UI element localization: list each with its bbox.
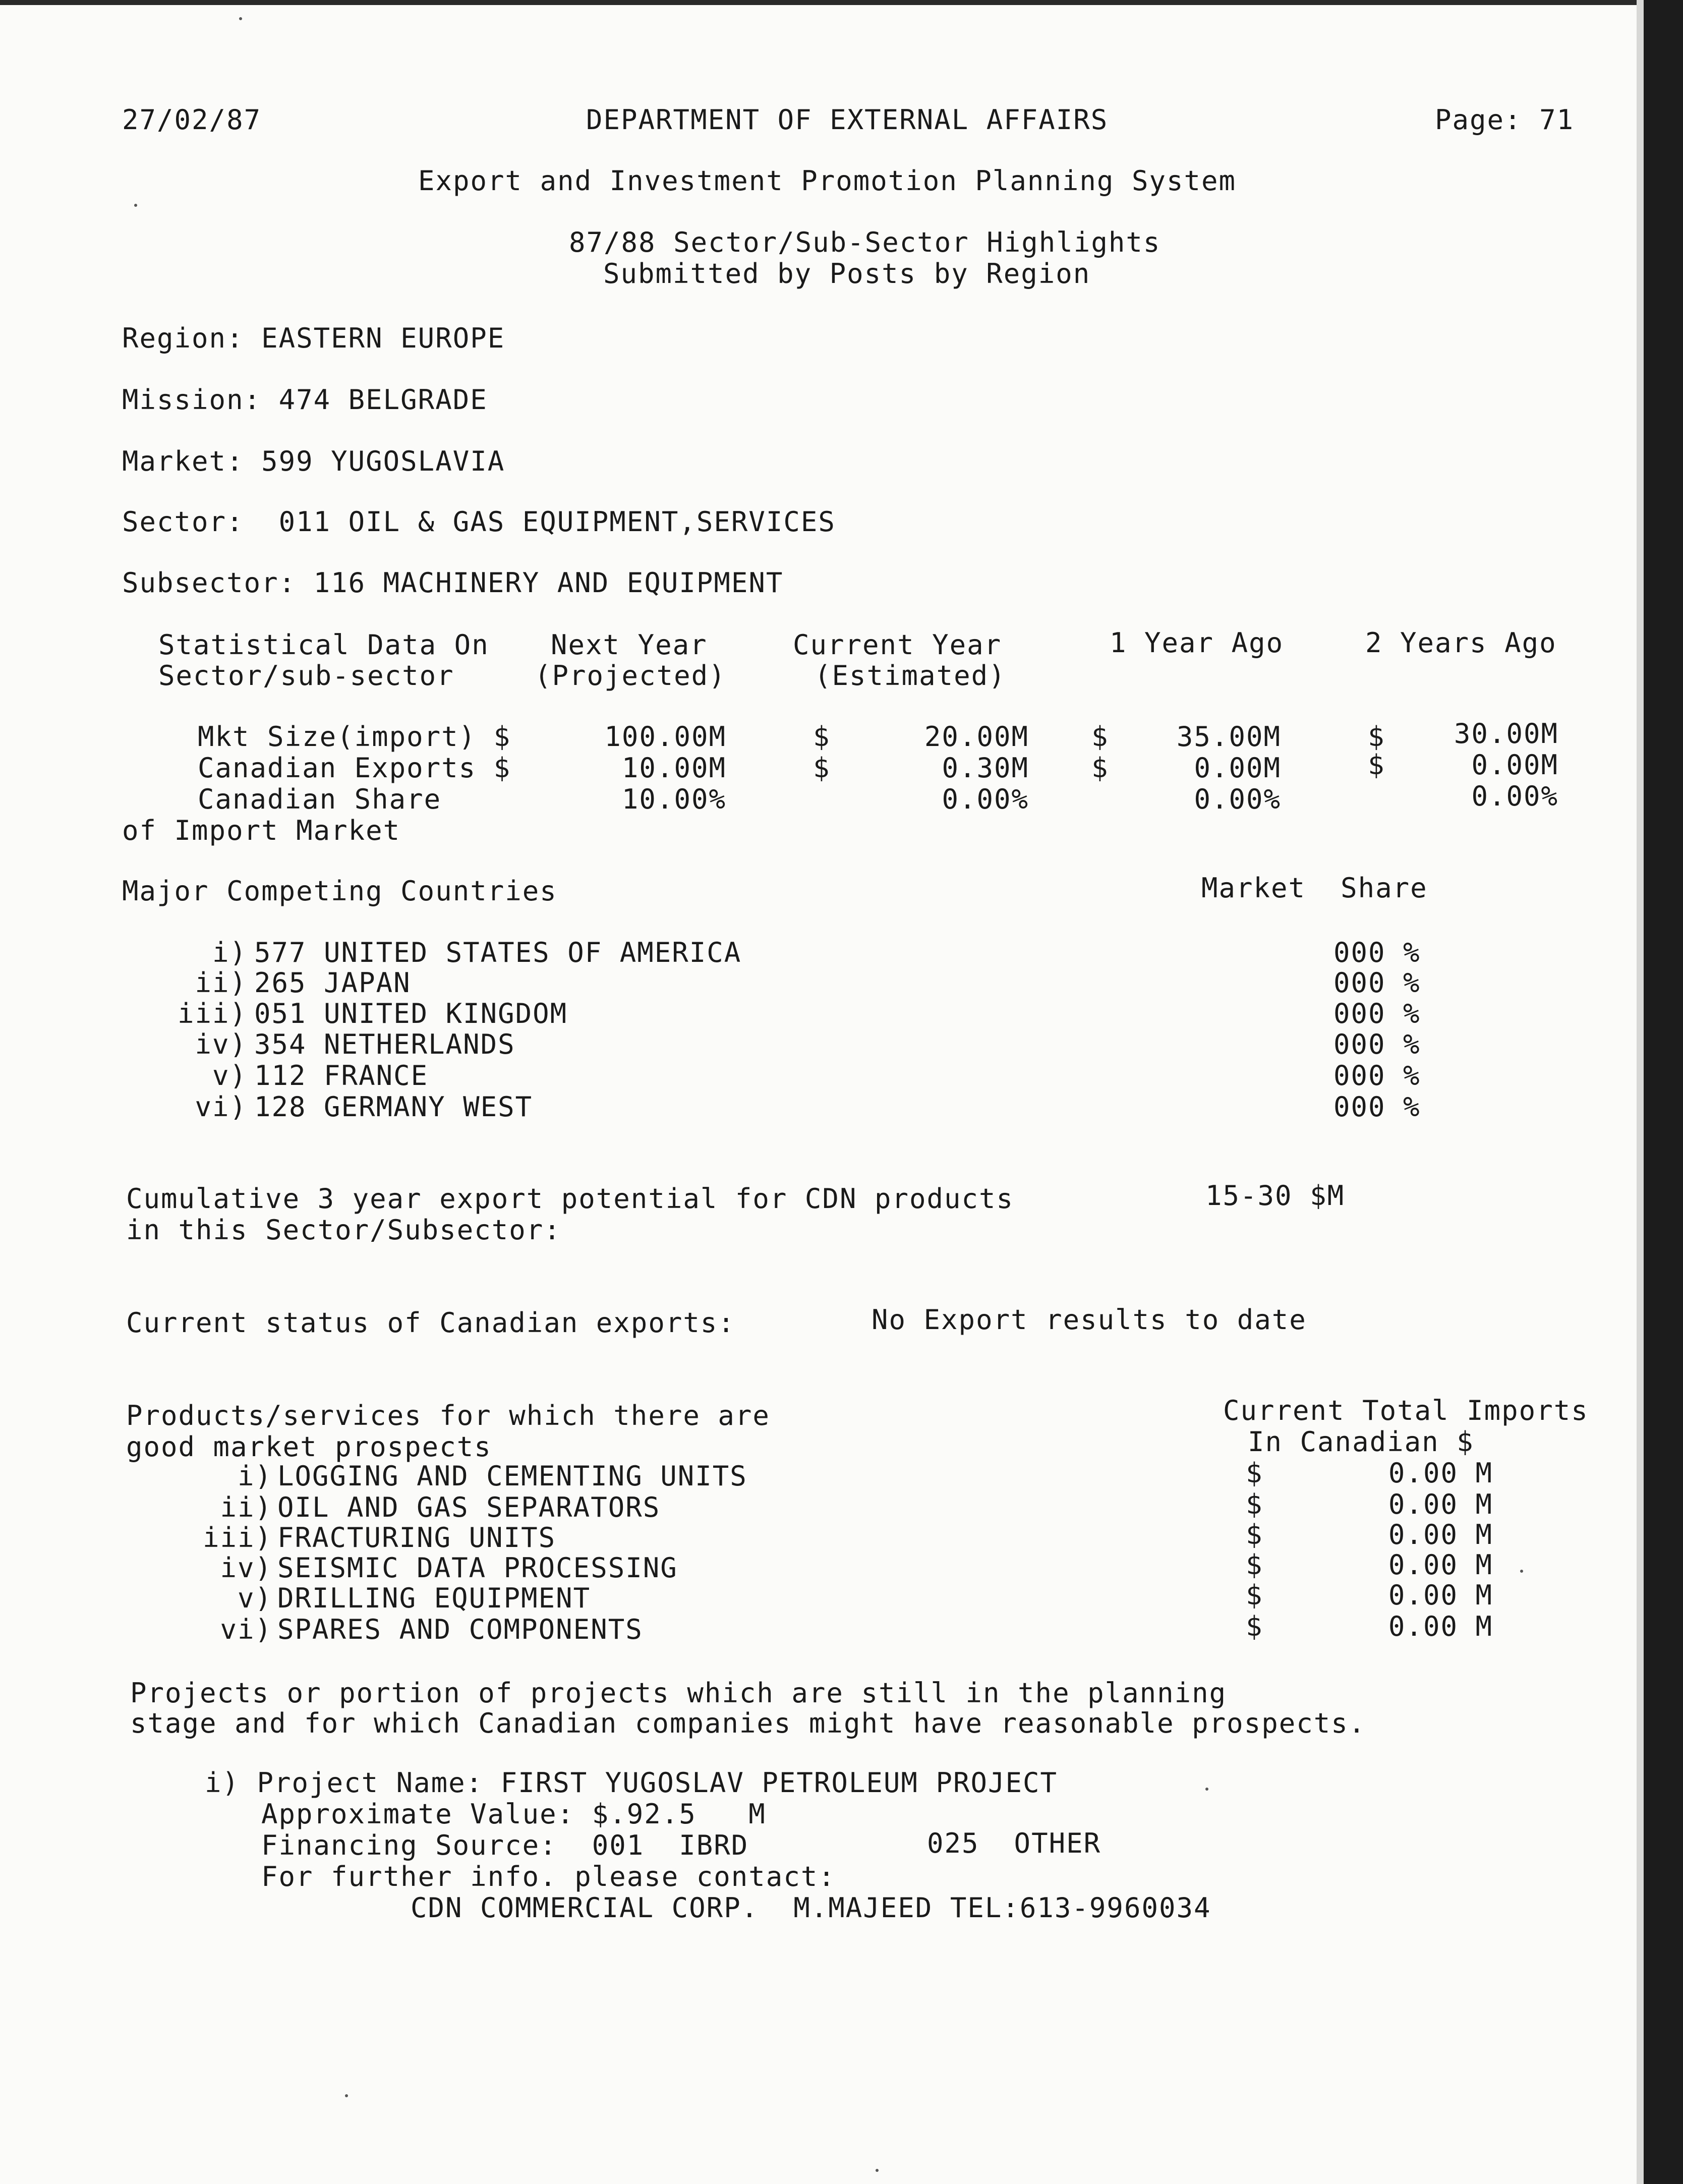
competitor-share: 000 %: [1333, 1060, 1421, 1091]
stat-two-year-value: 30.00M: [1454, 718, 1558, 750]
list-item-number: iii): [202, 1522, 272, 1554]
product-import-value: 0.00 M: [1388, 1457, 1493, 1489]
list-item-number: vi): [220, 1614, 272, 1645]
competitor-country: 354 NETHERLANDS: [254, 1028, 515, 1060]
stat-currency: $: [1368, 721, 1385, 753]
sector-line: Sector: 011 OIL & GAS EQUIPMENT,SERVICES: [122, 506, 836, 538]
stat-currency: $: [1368, 749, 1385, 781]
col-next-year-sub: (Projected): [535, 660, 726, 692]
stat-currency: $: [1091, 721, 1109, 753]
stat-one-year-value: 0.00%: [1194, 783, 1281, 815]
product-name: SEISMIC DATA PROCESSING: [277, 1552, 678, 1584]
col-one-year-ago: 1 Year Ago: [1110, 627, 1284, 659]
scan-speck: [876, 2169, 879, 2172]
product-currency: $: [1246, 1549, 1263, 1581]
list-item-number: v): [212, 1060, 247, 1091]
binder-strip: [1644, 0, 1683, 2184]
product-import-value: 0.00 M: [1388, 1519, 1493, 1550]
col-next-year: Next Year: [551, 629, 708, 661]
product-currency: $: [1246, 1488, 1263, 1520]
project-financing-other: 025 OTHER: [927, 1827, 1101, 1859]
list-item-number: vi): [195, 1091, 247, 1123]
stat-row-label: Mkt Size(import) $: [198, 721, 511, 753]
stat-next-value: 100.00M: [604, 721, 726, 753]
list-item-number: iii): [177, 998, 247, 1029]
stat-two-year-value: 0.00%: [1471, 780, 1558, 812]
stat-currency: $: [813, 721, 831, 753]
project-value: Approximate Value: $.92.5 M: [261, 1798, 766, 1830]
competitor-country: 128 GERMANY WEST: [254, 1091, 533, 1123]
stat-currency: $: [1091, 752, 1109, 784]
product-currency: $: [1246, 1579, 1263, 1611]
product-currency: $: [1246, 1519, 1263, 1550]
col-current-year-sub: (Estimated): [815, 660, 1006, 692]
project-contact-detail: CDN COMMERCIAL CORP. M.MAJEED TEL:613-9960034: [411, 1892, 1211, 1924]
imports-heading-1: Current Total Imports: [1223, 1395, 1589, 1426]
list-item-number: i): [212, 937, 247, 968]
list-item-number: i): [237, 1460, 272, 1492]
list-item-number: ii): [195, 967, 247, 999]
product-import-value: 0.00 M: [1388, 1488, 1493, 1520]
product-name: DRILLING EQUIPMENT: [277, 1582, 591, 1614]
report-title: 87/88 Sector/Sub-Sector Highlights: [569, 226, 1161, 258]
stat-next-value: 10.00M: [621, 752, 726, 784]
scan-speck: [345, 2094, 348, 2097]
product-import-value: 0.00 M: [1388, 1549, 1493, 1581]
competitor-share: 000 %: [1333, 937, 1421, 968]
status-value: No Export results to date: [872, 1304, 1307, 1336]
product-name: LOGGING AND CEMENTING UNITS: [277, 1460, 747, 1492]
page-number: Page: 71: [1435, 104, 1575, 136]
stat-row-label: Canadian Exports $: [198, 752, 511, 784]
competitor-share: 000 %: [1333, 967, 1421, 999]
stats-head-label-2: Sector/sub-sector: [158, 660, 454, 692]
stat-two-year-value: 0.00M: [1471, 749, 1558, 781]
page-top-edge: [0, 0, 1644, 5]
potential-value: 15-30 $M: [1205, 1180, 1345, 1212]
projects-intro-2: stage and for which Canadian companies might have reasonable prospects.: [130, 1707, 1366, 1739]
competitor-country: 265 JAPAN: [254, 967, 411, 999]
stats-head-label-1: Statistical Data On: [158, 629, 489, 661]
product-currency: $: [1246, 1457, 1263, 1489]
products-line-1: Products/services for which there are: [126, 1400, 770, 1431]
competitor-share: 000 %: [1333, 998, 1421, 1029]
product-name: SPARES AND COMPONENTS: [277, 1614, 643, 1645]
product-name: OIL AND GAS SEPARATORS: [277, 1491, 661, 1523]
share-label-continued: of Import Market: [122, 815, 401, 846]
project-name: i) Project Name: FIRST YUGOSLAV PETROLEUM PROJECT: [205, 1767, 1058, 1799]
system-title: Export and Investment Promotion Planning System: [418, 165, 1237, 197]
scan-speck: [239, 17, 242, 20]
scan-speck: [134, 204, 137, 207]
product-import-value: 0.00 M: [1388, 1611, 1493, 1642]
stat-current-value: 0.30M: [942, 752, 1029, 784]
list-item-number: iv): [220, 1552, 272, 1584]
potential-line-2: in this Sector/Subsector:: [126, 1214, 561, 1246]
stat-one-year-value: 0.00M: [1194, 752, 1281, 784]
list-item-number: ii): [220, 1491, 272, 1523]
product-name: FRACTURING UNITS: [277, 1522, 556, 1554]
status-label: Current status of Canadian exports:: [126, 1307, 735, 1339]
potential-line-1: Cumulative 3 year export potential for CDN products: [126, 1183, 1014, 1215]
report-subtitle: Submitted by Posts by Region: [603, 258, 1091, 290]
list-item-number: v): [237, 1582, 272, 1614]
competitor-country: 577 UNITED STATES OF AMERICA: [254, 937, 742, 968]
region-line: Region: EASTERN EUROPE: [122, 322, 505, 354]
product-import-value: 0.00 M: [1388, 1579, 1493, 1611]
projects-intro-1: Projects or portion of projects which are still in the planning: [130, 1677, 1227, 1709]
products-line-2: good market prospects: [126, 1431, 492, 1463]
project-financing: Financing Source: 001 IBRD: [261, 1829, 749, 1861]
competitor-country: 051 UNITED KINGDOM: [254, 998, 568, 1029]
market-share-heading: Market Share: [1201, 872, 1428, 904]
competitor-share: 000 %: [1333, 1028, 1421, 1060]
product-currency: $: [1246, 1611, 1263, 1642]
stat-current-value: 0.00%: [942, 783, 1029, 815]
market-line: Market: 599 YUGOSLAVIA: [122, 445, 505, 477]
report-date: 27/02/87: [122, 104, 262, 136]
binder-edge: [1637, 0, 1644, 2184]
imports-heading-2: In Canadian $: [1248, 1426, 1474, 1458]
competitor-country: 112 FRANCE: [254, 1060, 429, 1091]
mission-line: Mission: 474 BELGRADE: [122, 384, 488, 416]
project-contact-label: For further info. please contact:: [261, 1861, 836, 1892]
stat-current-value: 20.00M: [924, 721, 1029, 753]
col-current-year: Current Year: [793, 629, 1002, 661]
scan-speck: [1520, 1570, 1523, 1573]
col-two-years-ago: 2 Years Ago: [1365, 627, 1557, 659]
stat-one-year-value: 35.00M: [1176, 721, 1281, 753]
list-item-number: iv): [195, 1028, 247, 1060]
scan-speck: [1205, 1788, 1208, 1791]
competitors-heading: Major Competing Countries: [122, 875, 557, 907]
stat-next-value: 10.00%: [621, 783, 726, 815]
department-name: DEPARTMENT OF EXTERNAL AFFAIRS: [586, 104, 1109, 136]
competitor-share: 000 %: [1333, 1091, 1421, 1123]
subsector-line: Subsector: 116 MACHINERY AND EQUIPMENT: [122, 567, 784, 599]
stat-currency: $: [813, 752, 831, 784]
stat-row-label: Canadian Share: [198, 783, 442, 815]
